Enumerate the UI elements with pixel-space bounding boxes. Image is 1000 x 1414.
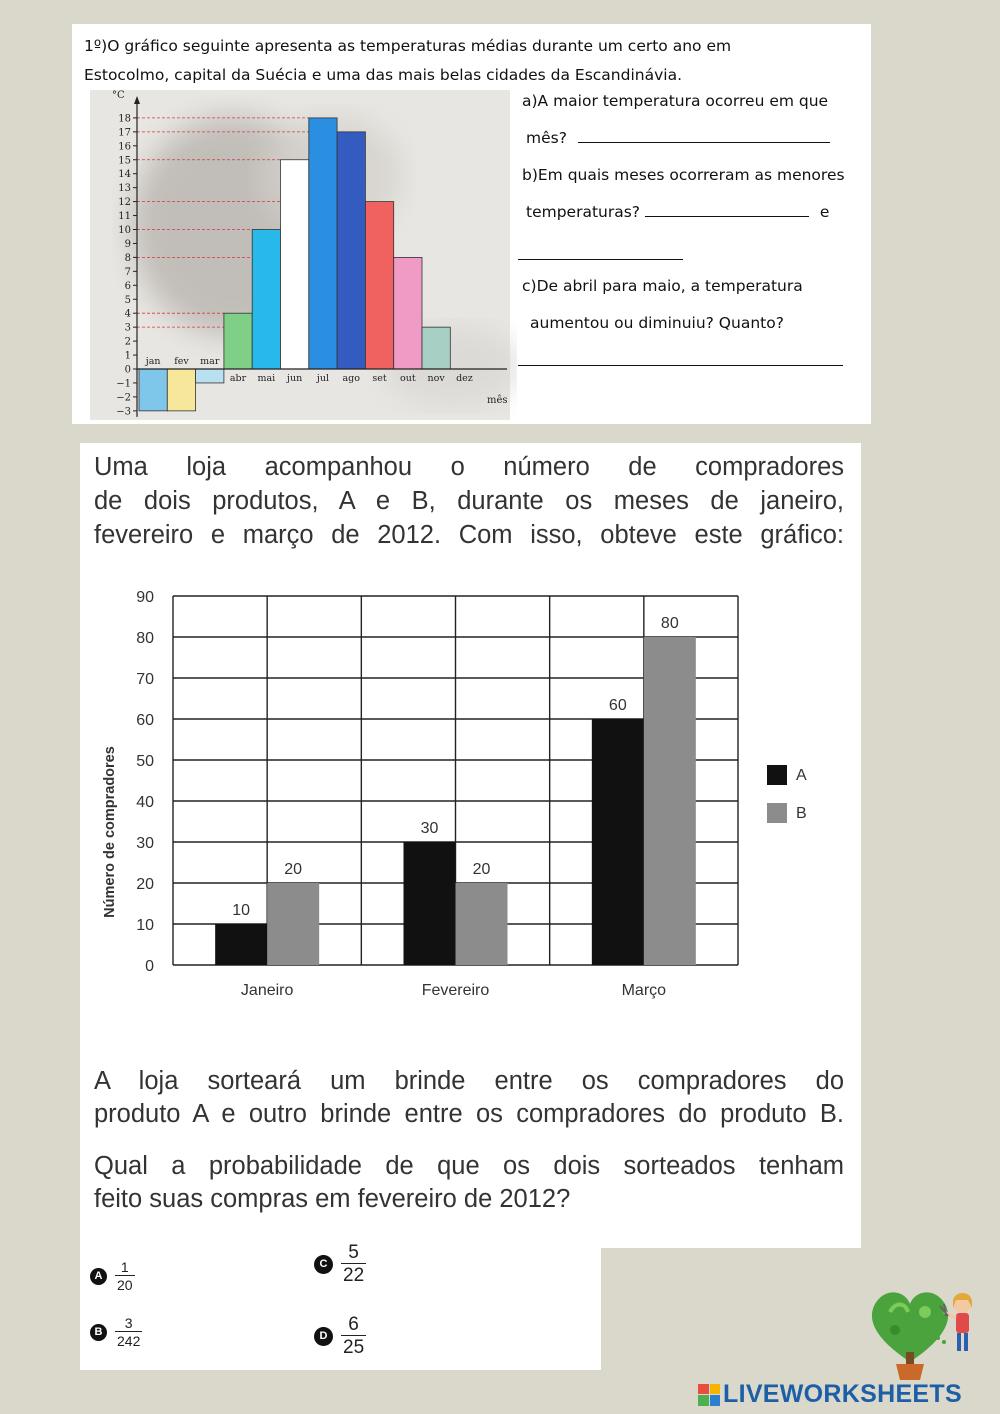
bar-B-Janeiro [267,883,319,965]
temp-y-tick-label: 15 [118,155,131,167]
answer-b-blank-1[interactable] [645,203,809,217]
temp-y-tick-label: 2 [124,336,131,348]
temp-x-tick-nov: nov [427,373,445,384]
temp-y-tick-label: −1 [116,378,131,390]
buyers-x-tick-Março: Março [621,982,667,999]
temp-y-tick-label: 5 [124,294,131,306]
temp-bar-ago [337,132,365,369]
raffle-line-2: produto A e outro brinde entre os compradores do produto B. [94,1100,844,1128]
temp-y-tick-label: 4 [124,308,131,320]
answer-b-blank-2[interactable] [518,259,683,260]
option-d-denominator: 25 [343,1337,365,1358]
buyers-y-tick-label: 20 [136,876,154,893]
buyers-y-tick-label: 30 [136,835,154,852]
temp-y-tick-label: 18 [118,113,131,125]
temp-y-tick-label: 1 [124,350,131,362]
temp-bar-jul [309,118,337,369]
buyers-intro-line-1: Uma loja acompanhou o número de compradores [94,453,844,481]
temp-y-tick-label: −2 [116,392,131,404]
bar-label-A-Março: 60 [608,697,627,714]
temp-x-tick-mar: mar [200,356,220,367]
option-a[interactable] [90,1260,135,1292]
tree-mascot-logo [860,1282,990,1382]
temp-bar-abr [224,313,252,369]
bar-label-B-Março: 80 [660,615,679,632]
buyers-y-axis-label: Número de compradores [102,746,118,918]
legend-swatch-A [767,765,787,785]
buyers-x-tick-Fevereiro: Fevereiro [421,982,490,999]
buyers-intro-line-2: de dois produtos, A e B, durante os meses de janeiro, [94,487,844,515]
bar-A-Fevereiro [404,842,456,965]
temperature-x-axis-label: mês [487,395,508,406]
temp-y-tick-label: 0 [124,364,131,376]
temp-bar-jan [139,369,167,411]
legend-swatch-B [767,803,787,823]
temp-y-tick-label: 3 [124,322,131,334]
temp-bar-mai [252,230,280,370]
temp-y-tick-label: −3 [116,406,131,418]
question-b-prompt: temperaturas? [526,203,641,221]
temp-x-tick-jan: jan [145,356,161,367]
temp-bar-fev [167,369,195,411]
answer-a-blank[interactable] [578,129,830,143]
buyers-y-tick-label: 70 [136,671,154,688]
option-c[interactable] [314,1243,366,1285]
temp-y-tick-label: 6 [124,280,131,292]
buyers-chart [80,578,861,1018]
bar-A-Janeiro [215,924,267,965]
temp-x-tick-abr: abr [229,373,247,384]
option-b-badge: B [90,1324,107,1341]
temperature-chart [72,86,517,424]
question-c-line2: aumentou ou diminuiu? Quanto? [530,314,784,332]
bar-label-B-Fevereiro: 20 [472,861,491,878]
temp-y-tick-label: 14 [118,169,131,181]
question-a-line2 [526,129,830,147]
buyers-y-tick-label: 50 [136,753,154,770]
buyers-exercise-panel [80,443,861,1248]
bar-label-A-Janeiro: 10 [232,902,251,919]
probability-question-line-2: feito suas compras em fevereiro de 2012? [94,1185,571,1213]
option-a-fraction [115,1260,135,1292]
temp-x-tick-set: set [372,373,387,384]
intro-line-2: Estocolmo, capital da Suécia e uma das mais belas cidades da Escandinávia. [84,66,682,84]
option-c-fraction [341,1243,366,1285]
option-a-badge: A [90,1268,107,1285]
temp-bar-set [365,202,393,369]
bar-label-A-Fevereiro: 30 [420,820,439,837]
brand-tile-2 [698,1395,709,1406]
temp-y-tick-label: 12 [118,197,131,209]
buyers-y-tick-label: 80 [136,630,154,647]
brand-tile-1 [710,1384,721,1395]
buyers-y-tick-label: 90 [136,589,154,606]
raffle-line-1: A loja sorteará um brinde entre os compradores do [94,1067,844,1095]
option-b-numerator: 3 [124,1315,133,1331]
option-d[interactable] [314,1315,366,1357]
bar-B-Março [644,637,696,965]
buyers-intro-line-3: fevereiro e março de 2012. Com isso, obteve este gráfico: [94,521,844,549]
heart-tree-icon [872,1292,948,1380]
bar-B-Fevereiro [456,883,508,965]
option-b-denominator: 242 [117,1333,141,1349]
question-c-line1: c)De abril para maio, a temperatura [522,277,803,295]
temp-bar-jun [281,160,309,369]
temp-y-tick-label: 10 [118,225,131,236]
temp-y-tick-label: 11 [118,211,131,223]
option-b[interactable] [90,1316,142,1348]
temp-x-tick-ago: ago [342,373,360,384]
option-b-fraction [115,1316,142,1348]
question-b-line1: b)Em quais meses ocorreram as menores [522,166,845,184]
temp-bar-out [394,257,422,369]
temp-bar-nov [422,327,450,369]
question-a-line1: a)A maior temperatura ocorreu em que [522,92,829,110]
brand-tile-3 [710,1395,721,1406]
buyers-legend [767,765,807,823]
temperature-intro [84,32,864,90]
legend-label-A: A [796,767,807,784]
liveworksheets-logo-icon [698,1384,720,1406]
probability-question-line-1: Qual a probabilidade de que os dois sorteados tenham [94,1152,844,1180]
intro-line-1: 1º)O gráfico seguinte apresenta as temperaturas médias durante um certo ano em [84,37,732,55]
temp-y-tick-label: 8 [124,252,131,264]
legend-label-B: B [796,805,807,822]
temp-bar-mar [196,369,224,383]
temperature-exercise-panel [72,24,871,424]
buyers-y-tick-label: 60 [136,712,154,729]
buyers-y-ticks [136,589,154,975]
option-c-badge: C [314,1255,333,1274]
temp-x-tick-fev: fev [174,356,189,367]
option-a-denominator: 20 [117,1277,133,1293]
option-d-numerator: 6 [348,1314,359,1335]
temp-y-tick-label: 16 [118,141,131,153]
bar-A-Março [592,719,644,965]
temp-y-tick-label: 13 [118,183,131,195]
temp-x-tick-jun: jun [287,373,303,384]
temp-x-tick-jul: jul [316,373,330,384]
option-c-numerator: 5 [348,1242,359,1263]
bar-label-B-Janeiro: 20 [284,861,303,878]
answer-c-blank[interactable] [518,365,843,366]
brand-tile-0 [698,1384,709,1395]
question-a-prompt: mês? [526,129,567,147]
temp-x-tick-out: out [400,373,416,384]
temp-y-tick-label: 17 [118,127,131,139]
buyers-y-tick-label: 40 [136,794,154,811]
question-b-connector: e [819,203,830,221]
buyers-y-tick-label: 10 [136,917,154,934]
option-d-badge: D [314,1327,333,1346]
buyers-y-tick-label: 0 [145,958,154,975]
option-d-fraction [341,1315,366,1357]
brand-name: LIVEWORKSHEETS [723,1380,962,1408]
option-c-denominator: 22 [343,1265,365,1286]
option-a-numerator: 1 [120,1259,129,1275]
temp-y-tick-label: 7 [124,266,131,278]
temp-x-tick-mai: mai [257,373,276,384]
liveworksheets-brand[interactable] [698,1380,962,1409]
buyers-x-tick-Janeiro: Janeiro [240,982,294,999]
buyers-x-ticks [241,982,666,999]
temperature-unit-label: °C [112,90,125,101]
temp-x-tick-dez: dez [456,373,473,384]
temp-y-tick-label: 9 [124,238,131,250]
question-b-line2 [526,203,829,221]
